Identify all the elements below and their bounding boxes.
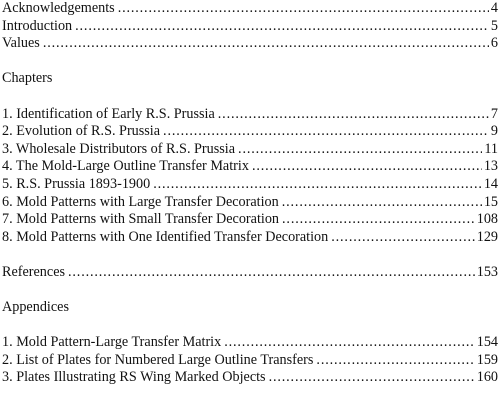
toc-entry-label: 7. Mold Patterns with Small Transfer Decoration [2,211,280,228]
toc-entry-label: References [2,263,66,280]
dot-leader [252,158,482,176]
toc-entry-label: 1. Identification of Early R.S. Prussia [2,105,215,122]
toc-entry-label: 1. Mold Pattern-Large Transfer Matrix [2,334,222,351]
toc-entry-chapter-7[interactable] [2,211,498,229]
spacer [2,317,498,335]
toc-entry-chapter-2[interactable] [2,123,498,141]
toc-entry-label: 3. Wholesale Distributors of R.S. Prussia [2,140,236,157]
section-heading-appendices: Appendices [2,299,69,316]
toc-entry-label: 5. R.S. Prussia 1893-1900 [2,175,151,192]
dot-leader [153,176,482,194]
toc-entry-page: 108 [476,211,498,228]
toc-entry-page: 159 [476,351,498,368]
toc-entry-appendix-2[interactable] [2,352,498,370]
toc-entry-label: 8. Mold Patterns with One Identified Transfer Decoration [2,228,329,245]
toc-entry-page: 4 [490,0,498,16]
dot-leader [316,352,474,370]
table-of-contents [2,0,498,387]
spacer [2,246,498,264]
toc-entry-label: Introduction [2,17,73,34]
toc-entry-page: 154 [476,334,498,351]
dot-leader [43,35,489,53]
dot-leader [75,18,489,36]
toc-entry-values[interactable] [2,35,498,53]
toc-entry-chapter-1[interactable] [2,106,498,124]
dot-leader [218,106,489,124]
toc-entry-references[interactable] [2,264,498,282]
toc-entry-chapter-3[interactable] [2,141,498,159]
toc-entry-page: 14 [483,175,498,192]
dot-leader [269,369,475,387]
toc-entry-label: 6. Mold Patterns with Large Transfer Decoration [2,193,279,210]
spacer [2,282,498,300]
toc-entry-label: 3. Plates Illustrating RS Wing Marked Objects [2,369,266,386]
toc-entry-label: Acknowledgements [2,0,115,16]
dot-leader [163,123,489,141]
toc-entry-page: 6 [490,35,498,52]
toc-entry-page: 7 [490,105,498,122]
toc-entry-page: 11 [484,140,498,157]
toc-entry-label: Values [2,35,40,52]
dot-leader [118,0,489,18]
toc-entry-appendix-3[interactable] [2,369,498,387]
toc-entry-page: 9 [490,123,498,140]
section-heading-chapters: Chapters [2,70,53,87]
toc-entry-introduction[interactable] [2,18,498,36]
toc-entry-chapter-6[interactable] [2,194,498,212]
toc-entry-acknowledgements[interactable] [2,0,498,18]
toc-entry-chapter-8[interactable] [2,229,498,247]
dot-leader [282,211,475,229]
toc-entry-page: 153 [476,263,498,280]
toc-entry-page: 13 [483,158,498,175]
dot-leader [282,194,482,212]
toc-entry-page: 15 [483,193,498,210]
toc-entry-page: 160 [476,369,498,386]
toc-entry-chapter-5[interactable] [2,176,498,194]
dot-leader [238,141,482,159]
dot-leader [68,264,475,282]
dot-leader [224,334,475,352]
dot-leader [331,229,474,247]
spacer [2,53,498,71]
toc-entry-page: 5 [490,17,498,34]
toc-entry-label: 4. The Mold-Large Outline Transfer Matrix [2,158,249,175]
toc-entry-chapter-4[interactable] [2,158,498,176]
toc-entry-label: 2. List of Plates for Numbered Large Outline Transfers [2,351,314,368]
toc-entry-appendix-1[interactable] [2,334,498,352]
toc-entry-page: 129 [476,228,498,245]
toc-entry-label: 2. Evolution of R.S. Prussia [2,123,161,140]
spacer [2,88,498,106]
